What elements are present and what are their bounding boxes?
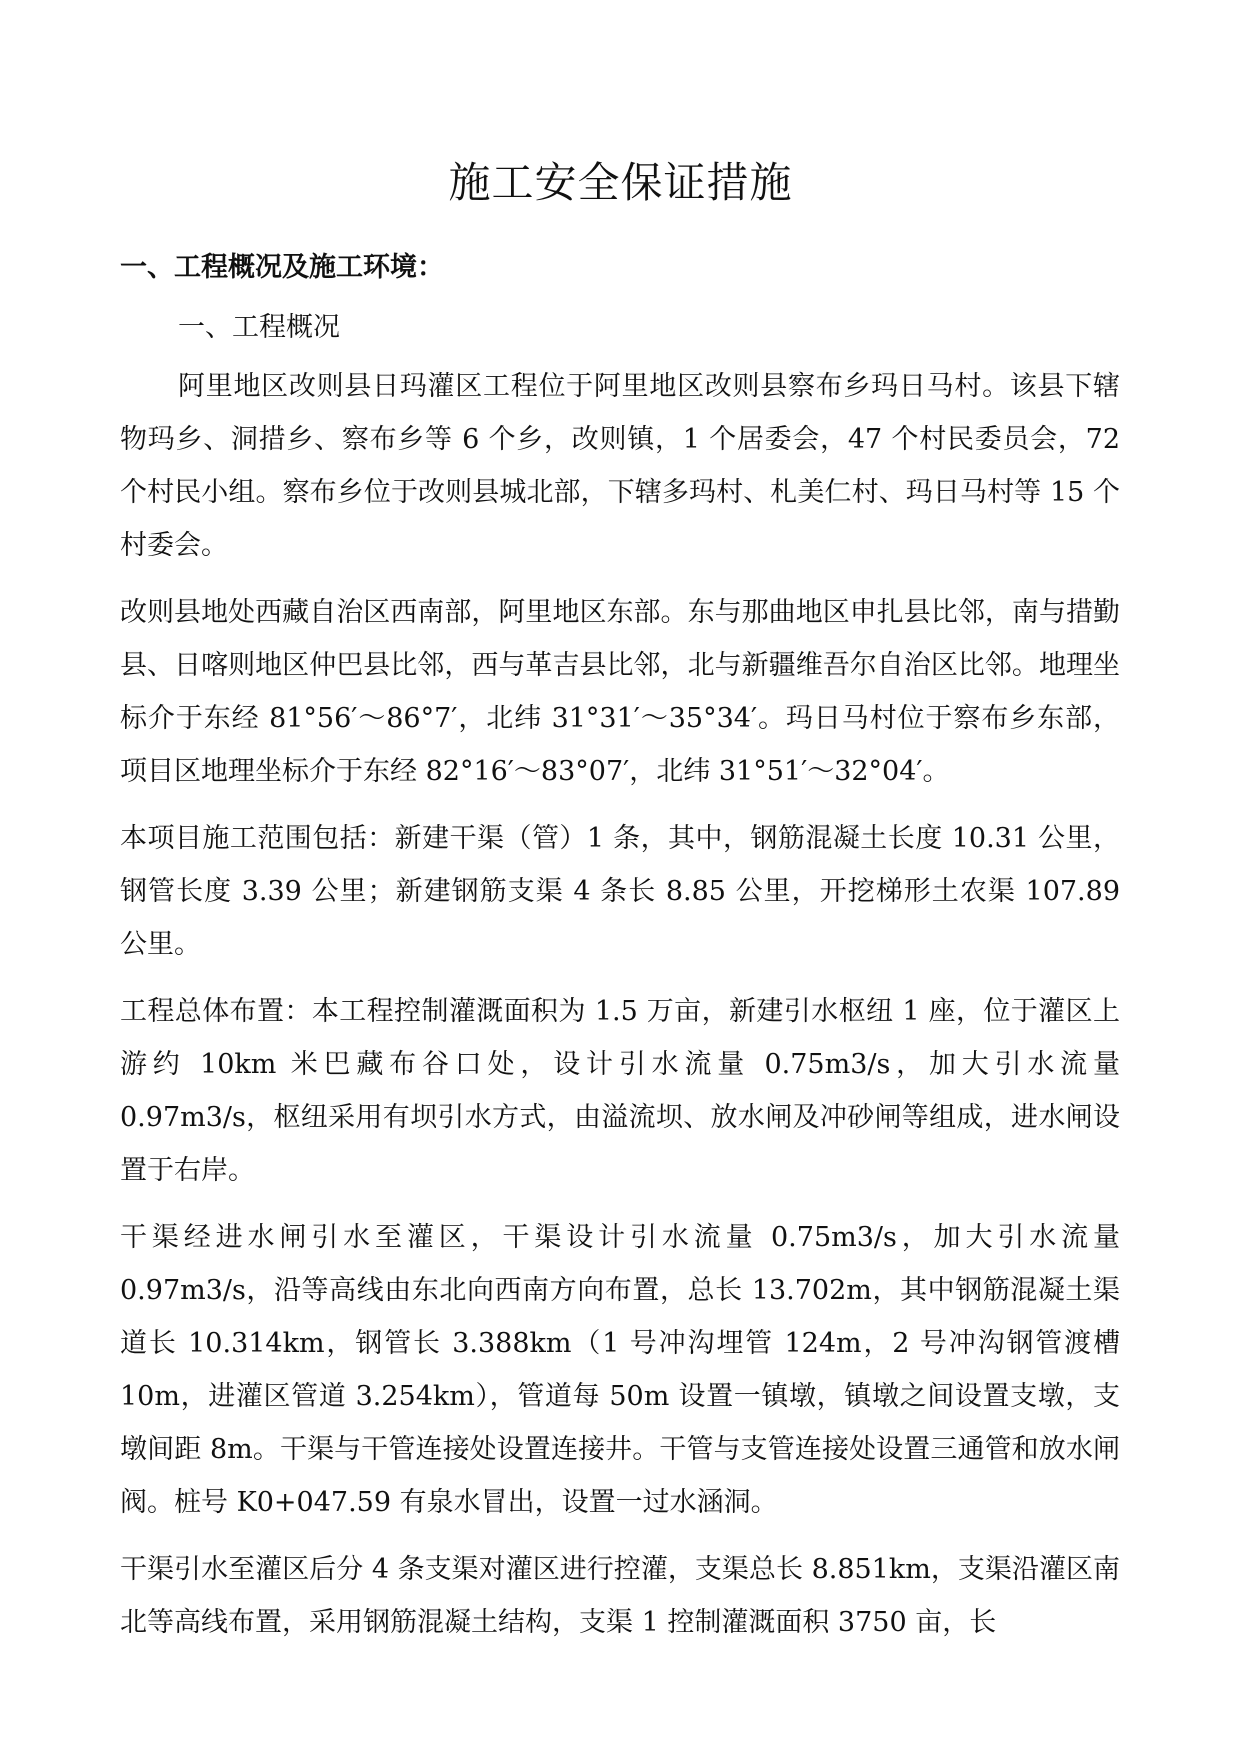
document-title: 施工安全保证措施	[448, 158, 793, 207]
paragraph-branch-canals: 干渠引水至灌区后分 4 条支渠对灌区进行控灌，支渠总长 8.851km，支渠沿灌区南北等高线布置，采用钢筋混凝土结构，支渠 1 控制灌溉面积 3750 亩，长	[120, 1554, 1120, 1638]
paragraph-project-location: 阿里地区改则县日玛灌区工程位于阿里地区改则县察布乡玛日马村。该县下辖物玛乡、洞措乡、察布乡等 6 个乡，改则镇，1 个居委会，47 个村民委员会，72 个村民小组。察布乡位于改则县城北部，下辖多玛村、札美仁村、玛日马村等 15 个村委会。	[120, 371, 1120, 561]
paragraph-geography: 改则县地处西藏自治区西南部，阿里地区东部。东与那曲地区申扎县比邻，南与措勤县、日喀则地区仲巴县比邻，西与革吉县比邻，北与新疆维吾尔自治区比邻。地理坐标介于东经 81°56′～86°7′，北纬 31°31′～35°34′。玛日马村位于察布乡东部，项目区地理坐标介于东经 82°16′～83°07′，北纬 31°51′～32°04′。	[120, 597, 1120, 787]
paragraph-layout: 工程总体布置：本工程控制灌溉面积为 1.5 万亩，新建引水枢纽 1 座，位于灌区上游约 10km 米巴藏布谷口处，设计引水流量 0.75m3/s，加大引水流量 0.97m3/s，枢纽采用有坝引水方式，由溢流坝、放水闸及冲砂闸等组成，进水闸设置于右岸。	[120, 996, 1120, 1186]
paragraph-main-canal: 干渠经进水闸引水至灌区，干渠设计引水流量 0.75m3/s，加大引水流量 0.97m3/s，沿等高线由东北向西南方向布置，总长 13.702m，其中钢筋混凝土渠道长 10.314km，钢管长 3.388km（1 号冲沟埋管 124m，2 号冲沟钢管渡槽 10m，进灌区管道 3.254km），管道每 50m 设置一镇墩，镇墩之间设置支墩，支墩间距 8m。干渠与干管连接处设置连接井。干管与支管连接处设置三通管和放水闸阀。桩号 K0+047.59 有泉水冒出，设置一过水涵洞。	[120, 1222, 1120, 1518]
paragraph-scope: 本项目施工范围包括：新建干渠（管）1 条，其中，钢筋混凝土长度 10.31 公里，钢管长度 3.39 公里；新建钢筋支渠 4 条长 8.85 公里，开挖梯形土农渠 107.89 公里。	[120, 823, 1120, 960]
document-body	[120, 240, 1120, 1663]
section-heading: 一、工程概况及施工环境：	[120, 252, 444, 283]
subsection-heading: 一、工程概况	[178, 312, 340, 343]
